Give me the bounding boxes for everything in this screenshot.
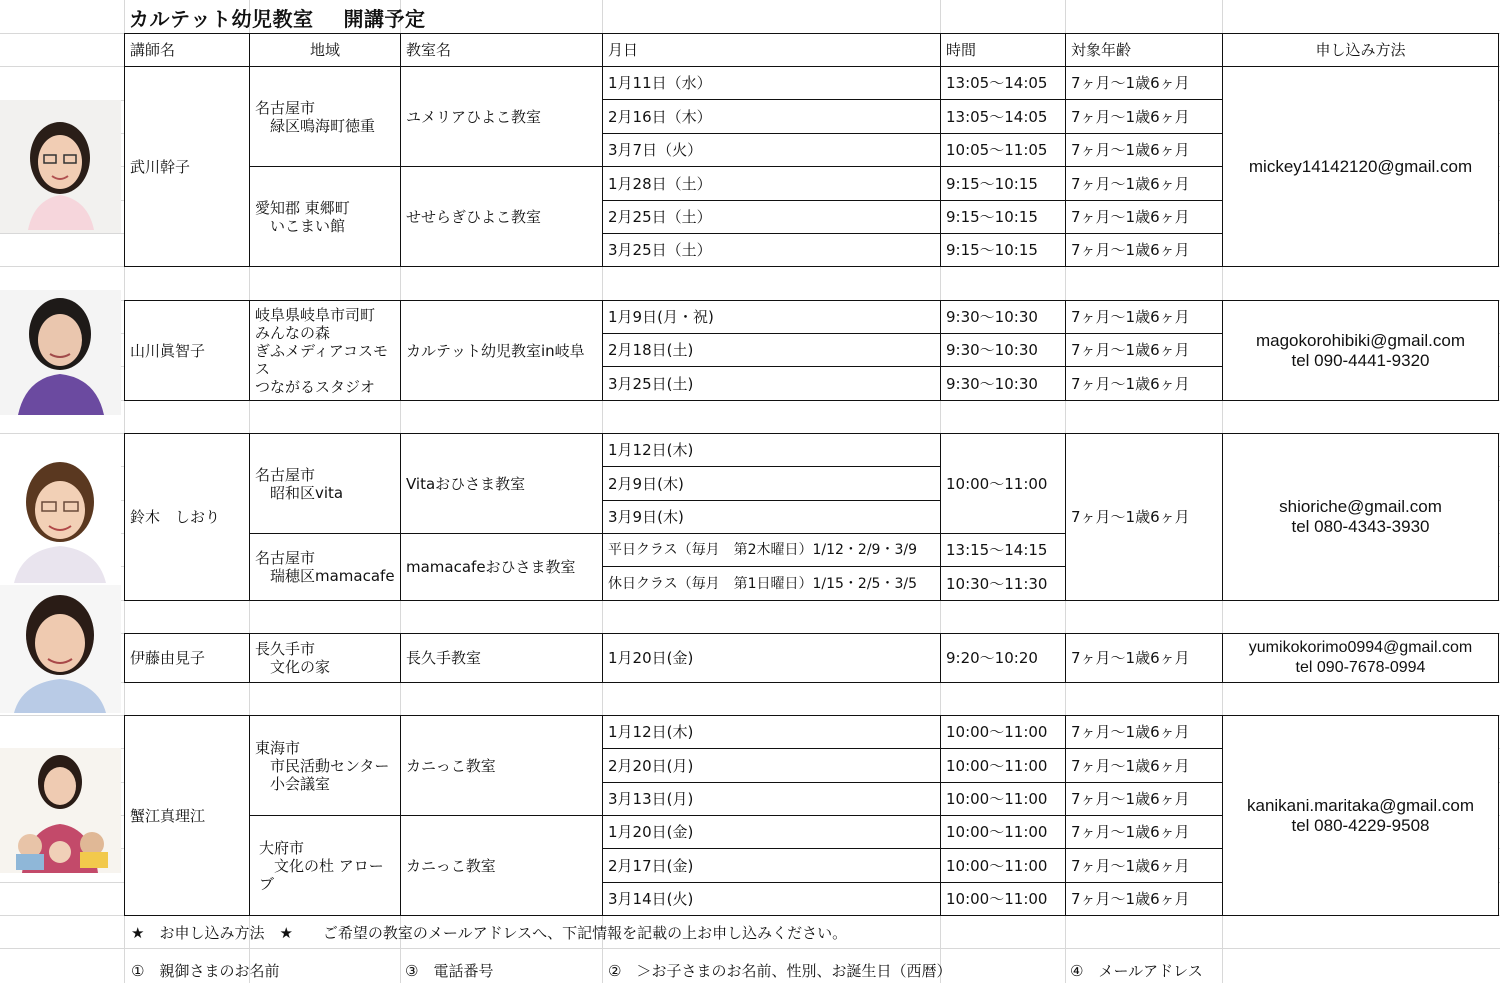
teacher-name: 山川眞智子	[124, 300, 250, 401]
age-cell: 7ヶ月～1歳6ヶ月	[1065, 333, 1223, 367]
age-cell: 7ヶ月～1歳6ヶ月	[1065, 782, 1223, 816]
time-cell: 10:00～11:00	[940, 848, 1066, 883]
contact-email-link[interactable]: yumikokorimo0994@gmail.com tel 090-7678-0994	[1222, 633, 1499, 683]
date-cell: 2月18日(土)	[602, 333, 941, 367]
area-cell: 岐阜県岐阜市司町 みんなの森 ぎふメディアコスモス つながるスタジオ	[249, 300, 401, 401]
date-cell: 1月9日(月・祝)	[602, 300, 941, 334]
time-cell: 9:20～10:20	[940, 633, 1066, 683]
area-cell: 長久手市 文化の家	[249, 633, 401, 683]
age-cell: 7ヶ月～1歳6ヶ月	[1065, 66, 1223, 100]
classroom-cell: カルテット幼児教室in岐阜	[400, 300, 603, 401]
header-time: 時間	[940, 33, 1066, 67]
age-cell: 7ヶ月～1歳6ヶ月	[1065, 99, 1223, 134]
contact-email-link[interactable]: kanikani.maritaka@gmail.com tel 080-4229-9508	[1222, 715, 1499, 916]
teacher-name: 武川幹子	[124, 66, 250, 267]
time-cell: 10:00～11:00	[940, 882, 1066, 916]
time-cell: 10:00～11:00	[940, 782, 1066, 816]
header-date: 月日	[602, 33, 941, 67]
footer-item-2: ② ＞お子さまのお名前、性別、お誕生日（西暦）	[608, 962, 952, 980]
classroom-cell: mamacafeおひさま教室	[400, 533, 603, 601]
age-cell: 7ヶ月～1歳6ヶ月	[1065, 848, 1223, 883]
time-cell: 10:00～11:00	[940, 815, 1066, 849]
date-cell: 1月11日（水）	[602, 66, 941, 100]
time-cell: 10:30～11:30	[940, 566, 1066, 601]
time-cell: 10:00～11:00	[940, 433, 1066, 534]
date-cell: 休日クラス（毎月 第1日曜日）1/15・2/5・3/5	[602, 566, 941, 601]
header-area: 地域	[249, 33, 401, 67]
date-cell: 3月13日(月)	[602, 782, 941, 816]
age-cell: 7ヶ月～1歳6ヶ月	[1065, 715, 1223, 749]
time-cell: 10:00～11:00	[940, 748, 1066, 783]
contact-email-link[interactable]: magokorohibiki@gmail.com tel 090-4441-9320	[1222, 300, 1499, 401]
time-cell: 9:15～10:15	[940, 200, 1066, 234]
classroom-cell: せせらぎひよこ教室	[400, 166, 603, 267]
time-cell: 9:30～10:30	[940, 300, 1066, 334]
teacher-photo-5	[0, 748, 121, 873]
area-cell: 愛知郡 東郷町 いこまい館	[249, 166, 401, 267]
date-cell: 2月17日(金)	[602, 848, 941, 883]
date-cell: 2月16日（木）	[602, 99, 941, 134]
age-cell: 7ヶ月～1歳6ヶ月	[1065, 433, 1223, 601]
teacher-photo-4	[0, 585, 121, 713]
date-cell: 3月14日(火)	[602, 882, 941, 916]
footer-item-1: ① 親御さまのお名前	[131, 962, 280, 980]
page-title	[129, 3, 426, 32]
classroom-cell: 長久手教室	[400, 633, 603, 683]
footer-item-3: ③ 電話番号	[405, 962, 494, 980]
header-contact: 申し込み方法	[1222, 33, 1499, 67]
time-cell: 9:15～10:15	[940, 166, 1066, 201]
classroom-cell: カニっこ教室	[400, 715, 603, 816]
age-cell: 7ヶ月～1歳6ヶ月	[1065, 633, 1223, 683]
area-cell: 名古屋市 瑞穂区mamacafe	[249, 533, 401, 601]
date-cell: 3月7日（火）	[602, 133, 941, 167]
date-cell: 1月12日(木)	[602, 433, 941, 467]
time-cell: 9:30～10:30	[940, 333, 1066, 367]
classroom-cell: ユメリアひよこ教室	[400, 66, 603, 167]
title-sub: 開講予定	[343, 7, 426, 31]
area-cell: 名古屋市 緑区鳴海町徳重	[249, 66, 401, 167]
age-cell: 7ヶ月～1歳6ヶ月	[1065, 233, 1223, 267]
date-cell: 平日クラス（毎月 第2木曜日）1/12・2/9・3/9	[602, 533, 941, 567]
time-cell: 9:30～10:30	[940, 366, 1066, 401]
age-cell: 7ヶ月～1歳6ヶ月	[1065, 166, 1223, 201]
time-cell: 13:05～14:05	[940, 66, 1066, 100]
date-cell: 1月20日(金)	[602, 633, 941, 683]
age-cell: 7ヶ月～1歳6ヶ月	[1065, 366, 1223, 401]
contact-email-link[interactable]: shioriche@gmail.com tel 080-4343-3930	[1222, 433, 1499, 601]
date-cell: 3月9日(木)	[602, 500, 941, 534]
area-cell: 大府市 文化の杜 アローブ	[249, 815, 401, 916]
teacher-photo-3	[0, 450, 121, 583]
date-cell: 3月25日(土)	[602, 366, 941, 401]
age-cell: 7ヶ月～1歳6ヶ月	[1065, 200, 1223, 234]
application-note: ★ お申し込み方法 ★ ご希望の教室のメールアドレスへ、下記情報を記載の上お申し込みください。	[131, 924, 848, 942]
teacher-photo-1	[0, 100, 121, 233]
area-cell: 名古屋市 昭和区vita	[249, 433, 401, 534]
age-cell: 7ヶ月～1歳6ヶ月	[1065, 815, 1223, 849]
age-cell: 7ヶ月～1歳6ヶ月	[1065, 300, 1223, 334]
classroom-cell: Vitaおひさま教室	[400, 433, 603, 534]
time-cell: 9:15～10:15	[940, 233, 1066, 267]
date-cell: 2月20日(月)	[602, 748, 941, 783]
header-teacher: 講師名	[124, 33, 250, 67]
date-cell: 1月12日(木)	[602, 715, 941, 749]
teacher-name: 蟹江真理江	[124, 715, 250, 916]
header-classroom: 教室名	[400, 33, 603, 67]
footer-item-4: ④ メールアドレス	[1070, 962, 1203, 980]
title-main: カルテット幼児教室	[129, 7, 314, 31]
time-cell: 10:00～11:00	[940, 715, 1066, 749]
classroom-cell: カニっこ教室	[400, 815, 603, 916]
teacher-name: 伊藤由見子	[124, 633, 250, 683]
date-cell: 1月20日(金)	[602, 815, 941, 849]
date-cell: 1月28日（土）	[602, 166, 941, 201]
age-cell: 7ヶ月～1歳6ヶ月	[1065, 882, 1223, 916]
date-cell: 2月9日(木)	[602, 466, 941, 501]
teacher-photo-2	[0, 290, 121, 415]
age-cell: 7ヶ月～1歳6ヶ月	[1065, 748, 1223, 783]
area-cell: 東海市 市民活動センター 小会議室	[249, 715, 401, 816]
time-cell: 10:05～11:05	[940, 133, 1066, 167]
time-cell: 13:05～14:05	[940, 99, 1066, 134]
header-age: 対象年齢	[1065, 33, 1223, 67]
teacher-name: 鈴木 しおり	[124, 433, 250, 601]
time-cell: 13:15～14:15	[940, 533, 1066, 567]
date-cell: 3月25日（土）	[602, 233, 941, 267]
contact-email-link[interactable]: mickey14142120@gmail.com	[1222, 66, 1499, 267]
date-cell: 2月25日（土）	[602, 200, 941, 234]
age-cell: 7ヶ月～1歳6ヶ月	[1065, 133, 1223, 167]
